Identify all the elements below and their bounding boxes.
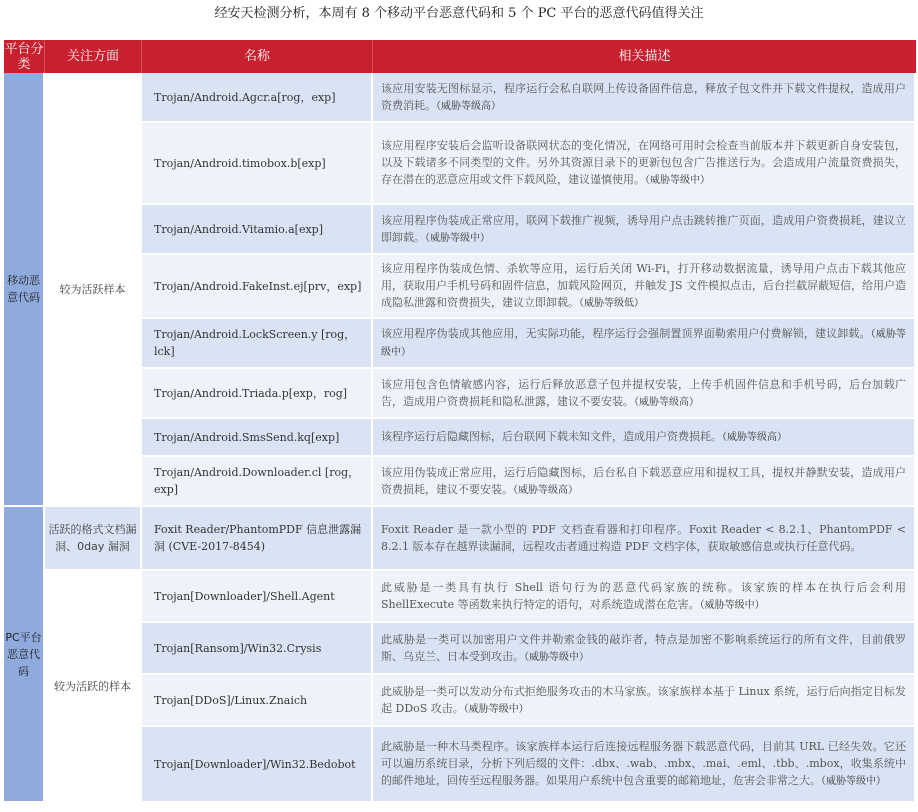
header-platform: 平台分类 [4, 41, 44, 72]
malware-name: Trojan/Android.Agcr.a[rog，exp] [142, 73, 373, 123]
malware-name: Trojan[Downloader]/Shell.Agent [142, 571, 373, 623]
malware-desc: 该应用程序伪装成色情、杀软等应用，运行后关闭 Wi-Fi，打开移动数据流量，诱导用户点击下载其他应用，获取用户手机号码和固件信息，加载风险网页，并触发 JS 文件模拟点击，后台拦截屏蔽短信，给用户造成隐私泄露和资费损失，建议立即卸载。（威胁等级低） [373, 255, 916, 319]
malware-desc: 此威胁是一类具有执行 Shell 语句行为的恶意代码家族的统称。该家族的样本在执行后会利用 ShellExecute 等函数来执行特定的语句，对系统造成潜在危害。（威胁等级中） [373, 571, 916, 623]
malware-desc: Foxit Reader 是一款小型的 PDF 文档查看器和打印程序。Foxit Reader < 8.2.1、PhantomPDF < 8.2.1 版本存在越界读漏洞，远程攻击者通过构造 PDF 文档字体，获取敏感信息或执行任意代码。 [373, 507, 916, 571]
threat-level: （威胁等级中） [821, 776, 886, 787]
threat-level: （威胁等级中） [425, 232, 490, 244]
malware-desc: 该程序运行后隐藏图标，后台联网下载未知文件，造成用户资费损耗。（威胁等级高） [373, 419, 916, 457]
malware-desc: 该应用包含色情敏感内容，运行后释放恶意子包并提权安装，上传手机固件信息和手机号码，后台加载广告，造成用户资费损耗和隐私泄露，建议不要安装。（威胁等级高） [373, 369, 916, 419]
malware-name: Trojan/Android.SmsSend.kq[exp] [142, 419, 373, 457]
malware-name: Trojan[DDoS]/Linux.Znaich [142, 675, 373, 727]
table-row [4, 73, 916, 123]
focus-pc-active: 较为活跃的样本 [45, 571, 142, 803]
threat-level: （威胁等级中） [699, 599, 765, 611]
threat-table [4, 40, 916, 803]
malware-desc: 该应用程序伪装成其他应用，无实际功能，程序运行会强制置顶界面勒索用户付费解锁，建议卸载。（威胁等级中） [373, 319, 916, 369]
focus-pc-vuln: 活跃的格式文档漏洞、0day 漏洞 [45, 507, 142, 571]
malware-desc: 此威胁是一种木马类程序。该家族样本运行后连接远程服务器下载恶意代码，目前其 URL 已经失效。它还可以遍历系统目录，分析下列后缀的文件：.dbx、.wab、.mbx、.mai、.eml、.tbb、.mbox，收集系统中的邮件地址，回传至远程服务器。如果用户系统中包含重要的邮箱地址，危害会非常之大。（威胁等级中） [373, 727, 916, 803]
malware-desc: 此威胁是一类可以加密用户文件并勒索金钱的敲诈者，特点是加密不影响系统运行的所有文件，目前俄罗斯、乌克兰、日本受到攻击。（威胁等级中） [373, 623, 916, 675]
threat-level: （威胁等级高） [513, 484, 578, 496]
malware-name: Trojan/Android.Triada.p[exp，rog] [142, 369, 373, 419]
threat-level: （威胁等级低） [579, 298, 644, 309]
malware-desc: 该应用程序伪装成正常应用，联网下载推广视频，诱导用户点击跳转推广页面，造成用户资费损耗，建议立即卸载。（威胁等级中） [373, 205, 916, 255]
malware-name: Foxit Reader/PhantomPDF 信息泄露漏洞 (CVE-2017-8454) [142, 507, 373, 571]
malware-name: Trojan/Android.LockScreen.y [rog，lck] [142, 319, 373, 369]
malware-name: Trojan/Android.Vitamio.a[exp] [142, 205, 373, 255]
threat-level: （威胁等级高） [634, 396, 699, 408]
threat-level: （威胁等级中） [463, 703, 529, 715]
focus-mobile-active: 较为活跃样本 [45, 73, 142, 507]
malware-name: Trojan[Ransom]/Win32.Crysis [142, 623, 373, 675]
platform-mobile: 移动恶意代码 [4, 73, 45, 507]
malware-desc: 该应用程序安装后会监听设备联网状态的变化情况，在网络可用时会检查当前版本并下载更新自身安装包，以及下载诸多不同类型的文件。另外其资源目录下的更新包包含广告推送行为。会造成用户流量资费损失，存在潜在的恶意应用或文件下载风险，建议谨慎使用。（威胁等级中） [373, 123, 916, 205]
table-header-row [4, 40, 916, 73]
malware-desc: 该应用安装无图标显示，程序运行会私自联网上传设备固件信息，释放子包文件并下载文件提权，造成用户资费消耗。（威胁等级高） [373, 73, 916, 123]
malware-name: Trojan/Android.timobox.b[exp] [142, 123, 373, 205]
table-row [4, 571, 916, 623]
malware-desc: 该应用伪装成正常应用，运行后隐藏图标，后台私自下载恶意应用和提权工具，提权并静默安装，造成用户资费损耗，建议不要安装。（威胁等级高） [373, 457, 916, 507]
header-name: 名称 [142, 40, 373, 73]
table-row [4, 507, 916, 571]
threat-level: （威胁等级高） [436, 100, 501, 112]
report-title: 经安天检测分析，本周有 8 个移动平台恶意代码和 5 个 PC 平台的恶意代码值得关注 [214, 6, 704, 21]
header-desc: 相关描述 [373, 40, 916, 73]
platform-pc: PC平台恶意代码 [4, 507, 45, 803]
malware-name: Trojan[Downloader]/Win32.Bedobot [142, 727, 373, 803]
malware-name: Trojan/Android.FakeInst.ej[prv，exp] [142, 255, 373, 319]
malware-name: Trojan/Android.Downloader.cl [rog，exp] [142, 457, 373, 507]
threat-level: （威胁等级中） [524, 651, 589, 663]
threat-level: （威胁等级中） [381, 329, 907, 358]
header-focus: 关注方面 [45, 40, 142, 73]
threat-level: （威胁等级高） [722, 432, 787, 443]
malware-desc: 此威胁是一类可以发动分布式拒绝服务攻击的木马家族。该家族样本基于 Linux 系统，运行后向指定目标发起 DDoS 攻击。（威胁等级中） [373, 675, 916, 727]
threat-level: （威胁等级中） [645, 175, 710, 186]
